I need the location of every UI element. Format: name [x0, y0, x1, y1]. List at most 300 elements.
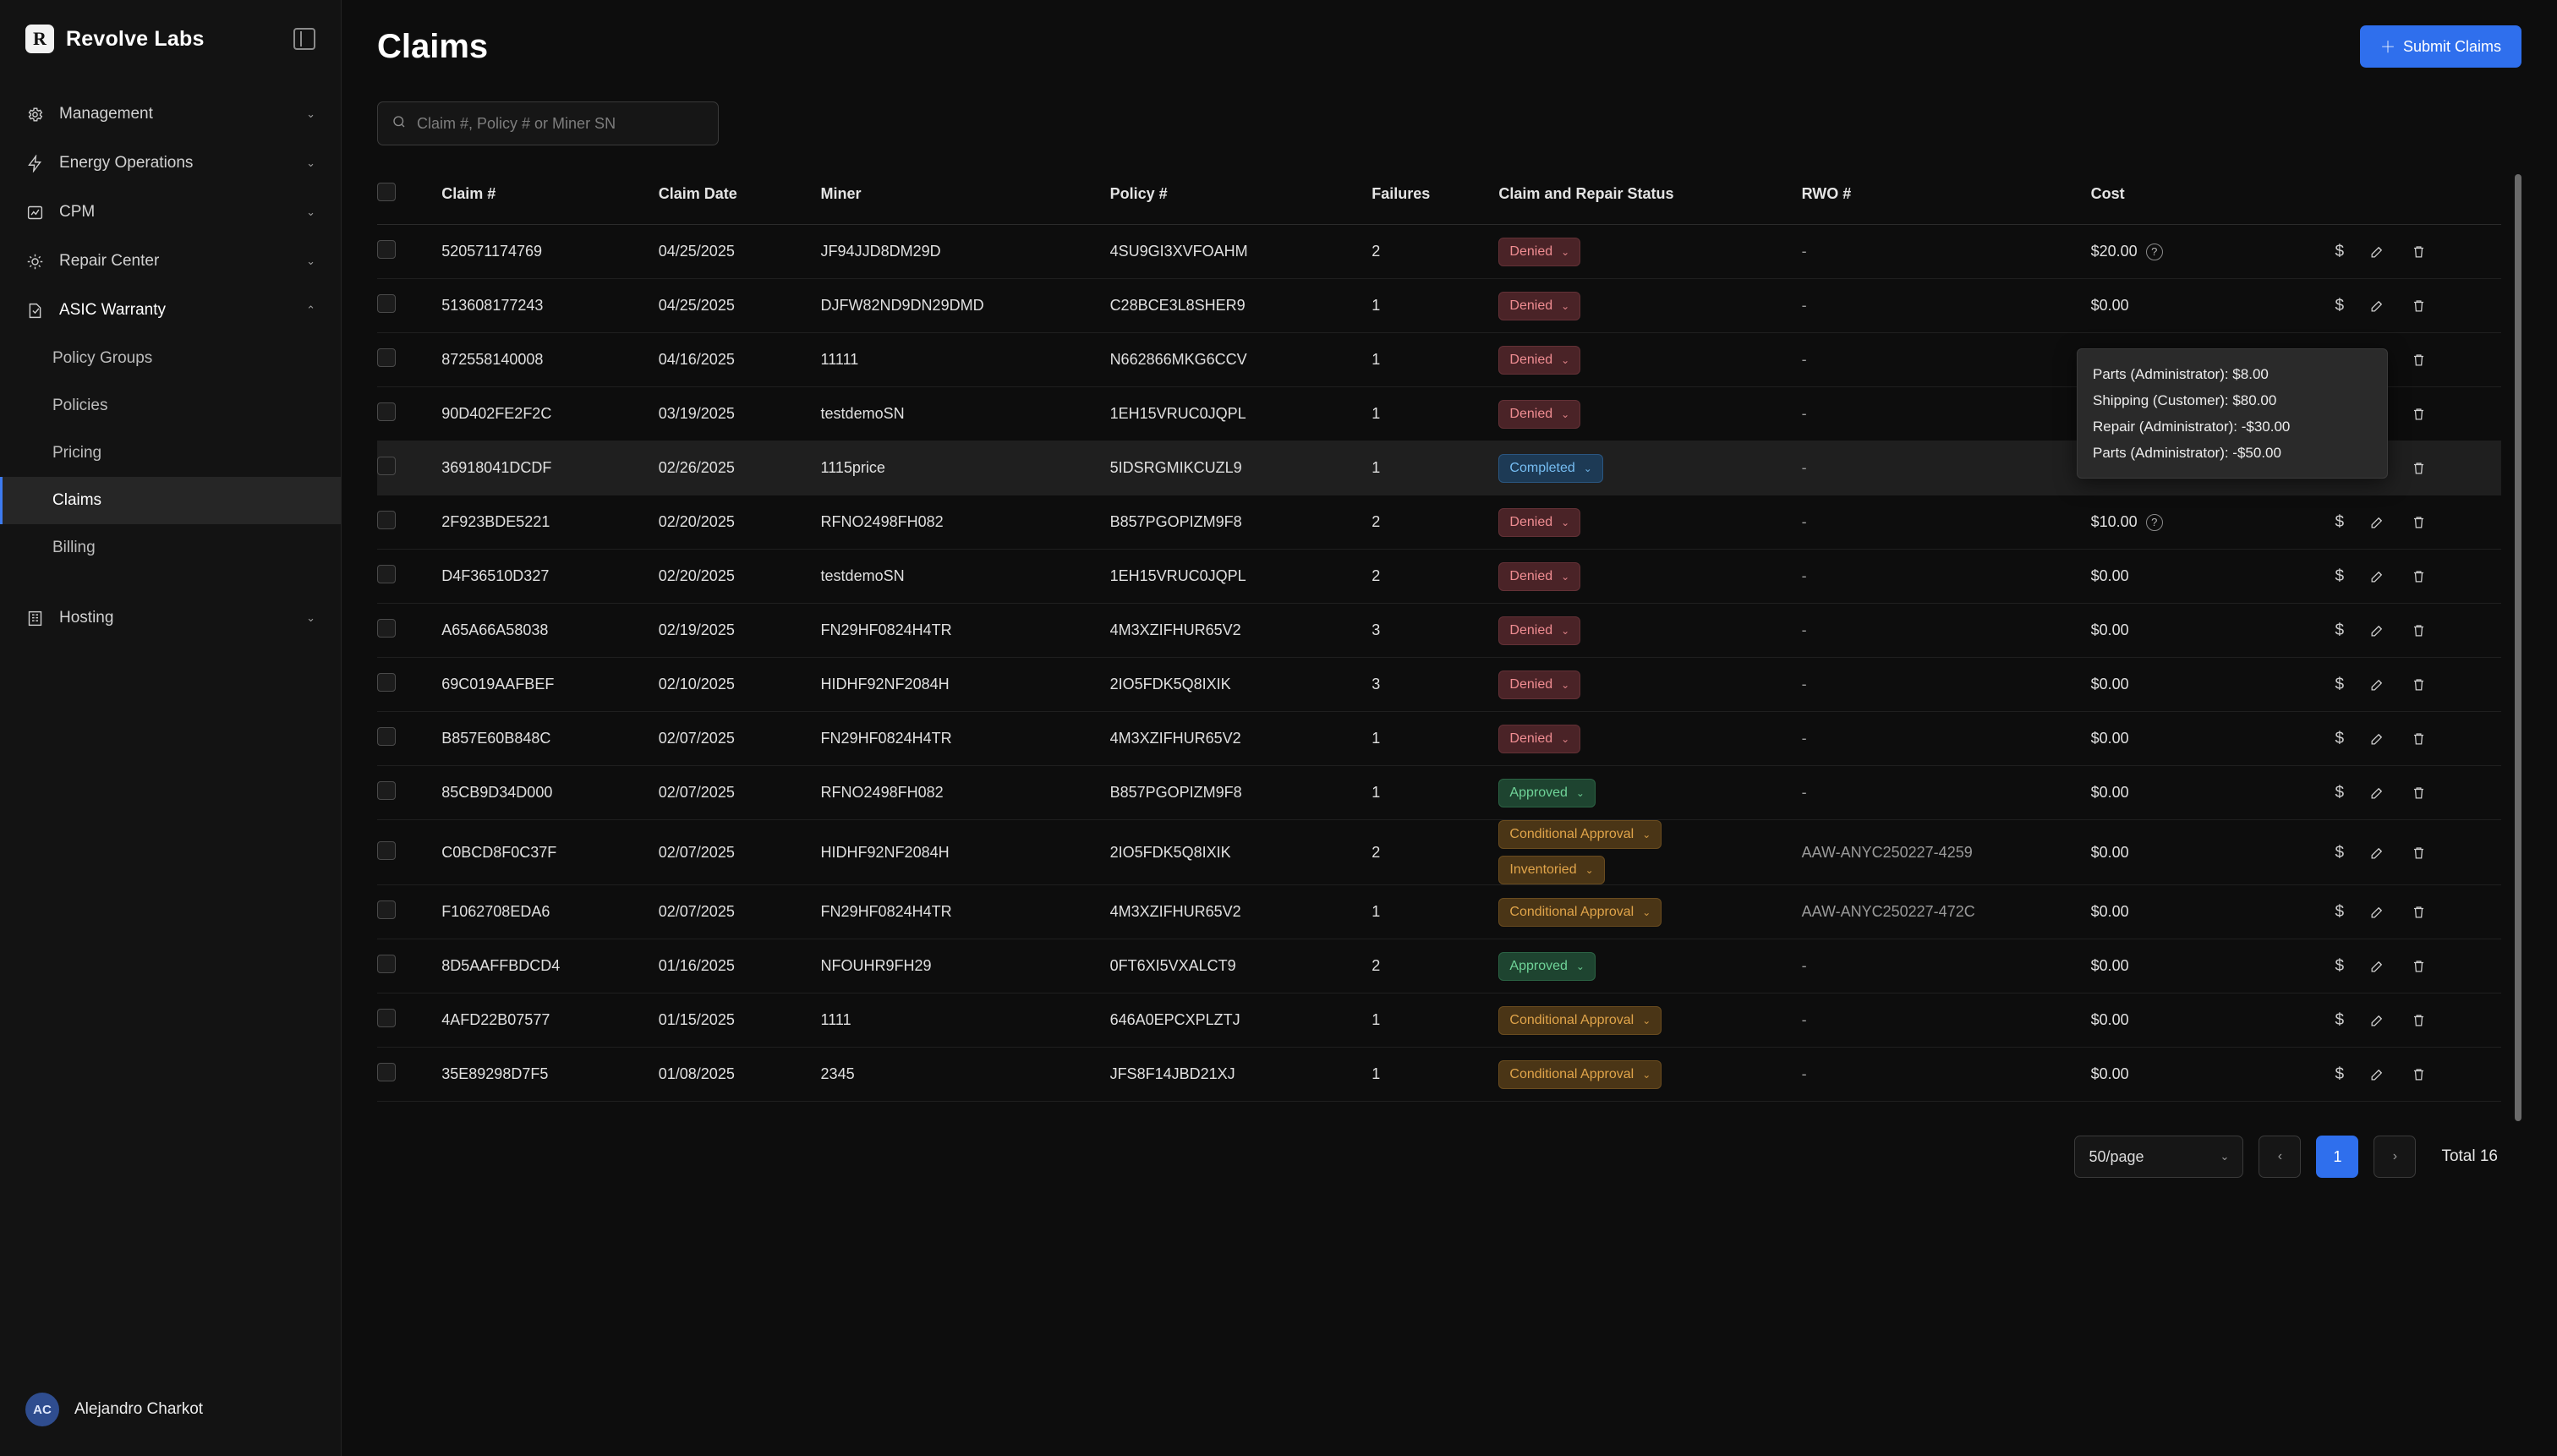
status-badge[interactable]	[1498, 400, 1580, 429]
sidebar-item-repair-center[interactable]	[0, 237, 341, 286]
delete-icon[interactable]	[2411, 352, 2427, 368]
cell-policy: JFS8F14JBD21XJ	[1110, 1048, 1372, 1102]
table-row[interactable]	[377, 604, 2501, 658]
billing-icon[interactable]: $	[2335, 730, 2345, 747]
delete-icon[interactable]	[2411, 1012, 2427, 1028]
delete-icon[interactable]	[2411, 1066, 2427, 1082]
row-select-cell	[377, 885, 441, 939]
status-badge[interactable]	[1498, 346, 1580, 375]
cell-failures: 2	[1372, 939, 1498, 993]
cost-value: $0.00	[2090, 1065, 2129, 1082]
cell-claim: D4F36510D327	[441, 550, 659, 604]
billing-icon[interactable]: $	[2335, 676, 2345, 693]
row-checkbox[interactable]	[377, 240, 396, 259]
status-badge[interactable]	[1498, 238, 1580, 266]
cell-policy: 4M3XZIFHUR65V2	[1110, 885, 1372, 939]
cell-rwo: -	[1802, 225, 2091, 279]
billing-icon[interactable]: $	[2335, 621, 2345, 639]
edit-icon[interactable]	[2369, 731, 2385, 747]
cell-status	[1498, 993, 1801, 1048]
plus-icon: ＋	[2379, 39, 2395, 56]
cell-miner: testdemoSN	[821, 387, 1110, 441]
user-name: Alejandro Charkot	[74, 1400, 204, 1418]
cell-claim: 69C019AAFBEF	[441, 658, 659, 712]
table-row[interactable]	[377, 939, 2501, 993]
page-title: Claims	[377, 27, 489, 65]
cell-miner: testdemoSN	[821, 550, 1110, 604]
cost-value: $0.00	[2090, 297, 2129, 314]
cell-actions	[2335, 820, 2501, 885]
wrench-icon	[25, 252, 44, 271]
row-checkbox[interactable]	[377, 1063, 396, 1081]
tooltip-line: Shipping (Customer): $80.00	[2093, 392, 2277, 408]
cell-actions	[2335, 939, 2501, 993]
sidebar-subitem-label: Policies	[52, 397, 108, 414]
cell-claim-date: 01/15/2025	[659, 993, 821, 1048]
edit-icon[interactable]	[2369, 1066, 2385, 1082]
page-size-label: 50/page	[2089, 1147, 2144, 1165]
row-checkbox[interactable]	[377, 511, 396, 529]
cell-policy: 4M3XZIFHUR65V2	[1110, 712, 1372, 766]
search-input[interactable]	[417, 115, 704, 133]
billing-icon[interactable]: $	[2335, 567, 2345, 585]
row-checkbox[interactable]	[377, 457, 396, 475]
tooltip-line: Parts (Administrator): $8.00	[2093, 366, 2269, 382]
cell-actions	[2335, 658, 2501, 712]
cell-claim: 90D402FE2F2C	[441, 387, 659, 441]
billing-icon[interactable]: $	[2335, 843, 2345, 862]
cell-status	[1498, 939, 1801, 993]
cell-cost	[2091, 993, 2335, 1048]
cell-claim-date: 02/20/2025	[659, 550, 821, 604]
edit-icon[interactable]	[2369, 904, 2385, 920]
sidebar-user[interactable]	[0, 1363, 341, 1456]
billing-icon[interactable]: $	[2335, 243, 2345, 260]
edit-icon[interactable]	[2369, 244, 2385, 260]
status-badge[interactable]	[1498, 454, 1602, 483]
header-claim-date: Claim Date	[659, 174, 821, 225]
cell-claim-date: 02/26/2025	[659, 441, 821, 495]
cell-miner: RFNO2498FH082	[821, 495, 1110, 550]
edit-icon[interactable]	[2369, 298, 2385, 314]
cell-rwo: -	[1802, 939, 2091, 993]
cell-claim-date: 04/16/2025	[659, 333, 821, 387]
cost-value: $0.00	[2090, 730, 2129, 747]
edit-icon[interactable]	[2369, 845, 2385, 861]
brand-name: Revolve Labs	[66, 26, 205, 51]
cell-failures: 1	[1372, 885, 1498, 939]
table-row[interactable]	[377, 225, 2501, 279]
chevron-up-icon: ⌃	[306, 304, 315, 316]
header-status: Claim and Repair Status	[1498, 174, 1801, 225]
cell-failures: 1	[1372, 387, 1498, 441]
delete-icon[interactable]	[2411, 460, 2427, 476]
status-badge-label: Denied	[1509, 298, 1553, 313]
sidebar-subitem-policies[interactable]	[0, 382, 341, 430]
chevron-down-icon: ⌄	[1561, 678, 1570, 691]
cost-value: $0.00	[2090, 1011, 2129, 1028]
status-badge[interactable]	[1498, 779, 1596, 807]
cell-cost	[2091, 766, 2335, 820]
row-checkbox[interactable]	[377, 348, 396, 367]
edit-icon[interactable]	[2369, 622, 2385, 638]
sidebar-subitem-label: Claims	[52, 491, 102, 509]
cell-status	[1498, 225, 1801, 279]
cell-cost	[2091, 939, 2335, 993]
status-badge-label: Conditional Approval	[1509, 1066, 1634, 1081]
cell-claim: 4AFD22B07577	[441, 993, 659, 1048]
status-badge-label: Approved	[1509, 785, 1568, 800]
sidebar-collapse-icon[interactable]	[293, 28, 315, 50]
select-all-checkbox[interactable]	[377, 183, 396, 201]
row-checkbox[interactable]	[377, 294, 396, 313]
select-all-header	[377, 174, 441, 225]
billing-icon[interactable]: $	[2335, 957, 2345, 975]
row-select-cell	[377, 387, 441, 441]
cell-actions	[2335, 712, 2501, 766]
chevron-down-icon: ⌄	[1585, 864, 1594, 876]
status-badge-label: Denied	[1509, 622, 1553, 638]
cell-claim-date: 02/07/2025	[659, 820, 821, 885]
cell-actions	[2335, 1048, 2501, 1102]
cell-rwo: AAW-ANYC250227-4259	[1802, 820, 2091, 885]
cell-claim: 2F923BDE5221	[441, 495, 659, 550]
cell-policy: 1EH15VRUC0JQPL	[1110, 550, 1372, 604]
delete-icon[interactable]	[2411, 958, 2427, 974]
status-badge[interactable]	[1498, 1006, 1662, 1035]
cell-policy: 4SU9GI3XVFOAHM	[1110, 225, 1372, 279]
row-select-cell	[377, 441, 441, 495]
search-box[interactable]	[377, 101, 719, 145]
row-checkbox[interactable]	[377, 565, 396, 583]
status-badge[interactable]	[1498, 820, 1662, 849]
cost-info-icon[interactable]: ?	[2146, 514, 2163, 531]
table-row[interactable]	[377, 1048, 2501, 1102]
sidebar-subitem-claims[interactable]	[0, 477, 341, 524]
delete-icon[interactable]	[2411, 514, 2427, 530]
row-select-cell	[377, 658, 441, 712]
status-badge-label: Denied	[1509, 731, 1553, 746]
delete-icon[interactable]	[2411, 731, 2427, 747]
cell-status	[1498, 279, 1801, 333]
cell-claim: 8D5AAFFBDCD4	[441, 939, 659, 993]
cell-claim: 520571174769	[441, 225, 659, 279]
cell-rwo: -	[1802, 766, 2091, 820]
cell-cost	[2091, 1048, 2335, 1102]
cell-actions	[2335, 993, 2501, 1048]
delete-icon[interactable]	[2411, 244, 2427, 260]
cell-failures: 1	[1372, 766, 1498, 820]
status-badge-label: Conditional Approval	[1509, 1012, 1634, 1027]
page-header	[377, 0, 2521, 93]
delete-icon[interactable]	[2411, 568, 2427, 584]
cell-policy: 0FT6XI5VXALCT9	[1110, 939, 1372, 993]
sidebar-item-label: CPM	[59, 203, 96, 221]
delete-icon[interactable]	[2411, 785, 2427, 801]
sidebar-item-hosting[interactable]	[0, 594, 341, 643]
row-select-cell	[377, 820, 441, 885]
status-badge-label: Denied	[1509, 244, 1553, 259]
chevron-down-icon: ⌄	[2220, 1150, 2230, 1163]
cell-miner: FN29HF0824H4TR	[821, 885, 1110, 939]
building-icon	[25, 609, 44, 627]
cell-policy: C28BCE3L8SHER9	[1110, 279, 1372, 333]
cell-failures: 1	[1372, 279, 1498, 333]
sidebar-item-label: Management	[59, 105, 153, 123]
status-badge[interactable]	[1498, 508, 1580, 537]
status-badge[interactable]	[1498, 562, 1580, 591]
row-select-cell	[377, 550, 441, 604]
billing-icon[interactable]: $	[2335, 297, 2345, 315]
cell-failures: 1	[1372, 441, 1498, 495]
chevron-down-icon: ⌄	[1642, 1068, 1651, 1081]
status-badge[interactable]	[1498, 856, 1604, 884]
cell-miner: JF94JJD8DM29D	[821, 225, 1110, 279]
chevron-down-icon: ⌄	[1561, 732, 1570, 745]
edit-icon[interactable]	[2369, 568, 2385, 584]
status-badge[interactable]	[1498, 725, 1580, 753]
cost-value: $20.00	[2090, 243, 2138, 260]
table-row[interactable]	[377, 885, 2501, 939]
edit-icon[interactable]	[2369, 676, 2385, 692]
status-badge-label: Conditional Approval	[1509, 827, 1634, 841]
submit-claims-button[interactable]	[2360, 25, 2521, 68]
cell-status	[1498, 495, 1801, 550]
cell-failures: 2	[1372, 550, 1498, 604]
table-row[interactable]	[377, 993, 2501, 1048]
page-1-button[interactable]: 1	[2316, 1136, 2358, 1178]
billing-icon[interactable]: $	[2335, 903, 2345, 921]
prev-page-button[interactable]: ‹	[2259, 1136, 2301, 1178]
sidebar-item-label: Repair Center	[59, 252, 160, 270]
total-count: Total 16	[2441, 1147, 2498, 1165]
status-badge[interactable]	[1498, 898, 1662, 927]
cost-breakdown-tooltip	[2077, 348, 2388, 479]
chevron-down-icon: ⌄	[1642, 1014, 1651, 1026]
status-badge-label: Denied	[1509, 514, 1553, 529]
cell-miner: HIDHF92NF2084H	[821, 820, 1110, 885]
cell-failures: 1	[1372, 333, 1498, 387]
cell-miner: NFOUHR9FH29	[821, 939, 1110, 993]
billing-icon[interactable]: $	[2335, 784, 2345, 802]
sidebar-subitem-billing[interactable]	[0, 524, 341, 572]
delete-icon[interactable]	[2411, 298, 2427, 314]
row-checkbox[interactable]	[377, 841, 396, 860]
cell-policy: 2IO5FDK5Q8IXIK	[1110, 658, 1372, 712]
row-select-cell	[377, 225, 441, 279]
cell-rwo: -	[1802, 658, 2091, 712]
shield-doc-icon	[25, 301, 44, 320]
cell-claim-date: 02/07/2025	[659, 712, 821, 766]
cell-actions	[2335, 550, 2501, 604]
chevron-down-icon: ⌄	[1561, 624, 1570, 637]
cost-value: $0.00	[2090, 843, 2129, 861]
row-checkbox[interactable]	[377, 781, 396, 800]
delete-icon[interactable]	[2411, 845, 2427, 861]
chevron-down-icon: ⌄	[1575, 786, 1585, 799]
cost-value: $0.00	[2090, 676, 2129, 692]
billing-icon[interactable]: $	[2335, 1011, 2345, 1029]
table-scrollbar[interactable]	[2515, 174, 2521, 1130]
cell-miner: 1115price	[821, 441, 1110, 495]
cost-value: $0.00	[2090, 621, 2129, 638]
row-checkbox[interactable]	[377, 402, 396, 421]
cell-miner: HIDHF92NF2084H	[821, 658, 1110, 712]
row-select-cell	[377, 993, 441, 1048]
header-miner: Miner	[821, 174, 1110, 225]
cell-policy: B857PGOPIZM9F8	[1110, 766, 1372, 820]
cell-claim-date: 01/16/2025	[659, 939, 821, 993]
cell-status	[1498, 550, 1801, 604]
edit-icon[interactable]	[2369, 785, 2385, 801]
table-row[interactable]	[377, 766, 2501, 820]
cell-claim-date: 02/10/2025	[659, 658, 821, 712]
cell-rwo: -	[1802, 279, 2091, 333]
chevron-down-icon: ⌄	[306, 205, 315, 218]
cell-claim-date: 02/07/2025	[659, 766, 821, 820]
cell-actions	[2335, 604, 2501, 658]
edit-icon[interactable]	[2369, 958, 2385, 974]
cost-value: $0.00	[2090, 903, 2129, 920]
tooltip-line: Repair (Administrator): -$30.00	[2093, 419, 2291, 435]
sidebar-subitem-pricing[interactable]	[0, 430, 341, 477]
billing-icon[interactable]: $	[2335, 513, 2345, 531]
row-checkbox[interactable]	[377, 1009, 396, 1027]
cell-claim: 872558140008	[441, 333, 659, 387]
delete-icon[interactable]	[2411, 406, 2427, 422]
cell-failures: 1	[1372, 712, 1498, 766]
edit-icon[interactable]	[2369, 1012, 2385, 1028]
table-header	[377, 174, 2501, 225]
cell-cost	[2091, 550, 2335, 604]
row-select-cell	[377, 939, 441, 993]
avatar: AC	[25, 1393, 59, 1426]
status-badge[interactable]	[1498, 952, 1596, 981]
cell-policy: 2IO5FDK5Q8IXIK	[1110, 820, 1372, 885]
sidebar-item-energy-operations[interactable]	[0, 139, 341, 188]
sidebar-item-management[interactable]	[0, 90, 341, 139]
table-row[interactable]	[377, 820, 2501, 885]
cell-cost	[2091, 279, 2335, 333]
cell-claim: 513608177243	[441, 279, 659, 333]
next-page-button[interactable]: ›	[2374, 1136, 2416, 1178]
row-checkbox[interactable]	[377, 900, 396, 919]
row-select-cell	[377, 712, 441, 766]
gear-icon	[25, 105, 44, 123]
table-row[interactable]	[377, 712, 2501, 766]
pagination	[377, 1136, 2521, 1178]
cell-failures: 3	[1372, 658, 1498, 712]
sidebar-item-cpm[interactable]	[0, 188, 341, 237]
cell-claim: 36918041DCDF	[441, 441, 659, 495]
cell-status	[1498, 820, 1801, 885]
billing-icon[interactable]: $	[2335, 1065, 2345, 1083]
cell-claim-date: 04/25/2025	[659, 279, 821, 333]
sidebar-nav	[0, 90, 341, 643]
page-size-select[interactable]	[2074, 1136, 2243, 1178]
cell-failures: 3	[1372, 604, 1498, 658]
cell-cost	[2091, 225, 2335, 279]
row-select-cell	[377, 766, 441, 820]
chevron-down-icon: ⌄	[1561, 408, 1570, 420]
status-badge-label: Inventoried	[1509, 862, 1577, 877]
chevron-down-icon: ⌄	[1561, 299, 1570, 312]
row-checkbox[interactable]	[377, 727, 396, 746]
cell-status	[1498, 441, 1801, 495]
edit-icon[interactable]	[2369, 514, 2385, 530]
delete-icon[interactable]	[2411, 676, 2427, 692]
cell-failures: 1	[1372, 1048, 1498, 1102]
chevron-down-icon: ⌄	[1561, 516, 1570, 528]
cost-info-icon[interactable]: ?	[2146, 244, 2163, 260]
table-row[interactable]	[377, 495, 2501, 550]
cell-status	[1498, 604, 1801, 658]
cell-rwo: AAW-ANYC250227-472C	[1802, 885, 2091, 939]
brand	[0, 0, 341, 78]
cell-policy: 4M3XZIFHUR65V2	[1110, 604, 1372, 658]
cost-value: $0.00	[2090, 957, 2129, 974]
table-header-row	[377, 174, 2501, 225]
cell-policy: 5IDSRGMIKCUZL9	[1110, 441, 1372, 495]
sidebar-subitem-label: Billing	[52, 539, 96, 556]
sidebar-subitem-policy-groups[interactable]	[0, 335, 341, 382]
chevron-down-icon: ⌄	[1561, 353, 1570, 366]
delete-icon[interactable]	[2411, 904, 2427, 920]
cell-cost	[2091, 658, 2335, 712]
cell-actions	[2335, 279, 2501, 333]
status-badge-label: Approved	[1509, 958, 1568, 973]
cell-failures: 2	[1372, 495, 1498, 550]
delete-icon[interactable]	[2411, 622, 2427, 638]
status-badge-label: Denied	[1509, 568, 1553, 583]
cell-miner: RFNO2498FH082	[821, 766, 1110, 820]
table-row[interactable]	[377, 550, 2501, 604]
row-checkbox[interactable]	[377, 955, 396, 973]
brand-logo-icon: R	[25, 25, 54, 53]
chevron-down-icon: ⌄	[306, 107, 315, 120]
cell-rwo: -	[1802, 993, 2091, 1048]
cell-status	[1498, 885, 1801, 939]
row-checkbox[interactable]	[377, 619, 396, 638]
row-checkbox[interactable]	[377, 673, 396, 692]
status-badge[interactable]	[1498, 1060, 1662, 1089]
status-badge[interactable]	[1498, 671, 1580, 699]
cell-actions	[2335, 495, 2501, 550]
table-row[interactable]	[377, 658, 2501, 712]
header-cost: Cost	[2091, 174, 2335, 225]
status-badge-label: Completed	[1509, 460, 1575, 475]
cell-cost	[2091, 885, 2335, 939]
row-select-cell	[377, 604, 441, 658]
sidebar-item-label: Hosting	[59, 609, 114, 627]
sidebar-item-label: ASIC Warranty	[59, 301, 166, 319]
status-badge[interactable]	[1498, 292, 1580, 320]
tooltip-line: Parts (Administrator): -$50.00	[2093, 445, 2281, 461]
cost-value: $0.00	[2090, 567, 2129, 584]
table-row[interactable]	[377, 279, 2501, 333]
cell-rwo: -	[1802, 333, 2091, 387]
cell-policy: 646A0EPCXPLZTJ	[1110, 993, 1372, 1048]
sidebar-item-asic-warranty[interactable]	[0, 286, 341, 335]
cell-failures: 2	[1372, 225, 1498, 279]
cell-claim-date: 02/07/2025	[659, 885, 821, 939]
header-failures: Failures	[1372, 174, 1498, 225]
status-badge[interactable]	[1498, 616, 1580, 645]
cell-cost	[2091, 712, 2335, 766]
chart-icon	[25, 203, 44, 222]
cell-status	[1498, 766, 1801, 820]
header-rwo: RWO #	[1802, 174, 2091, 225]
